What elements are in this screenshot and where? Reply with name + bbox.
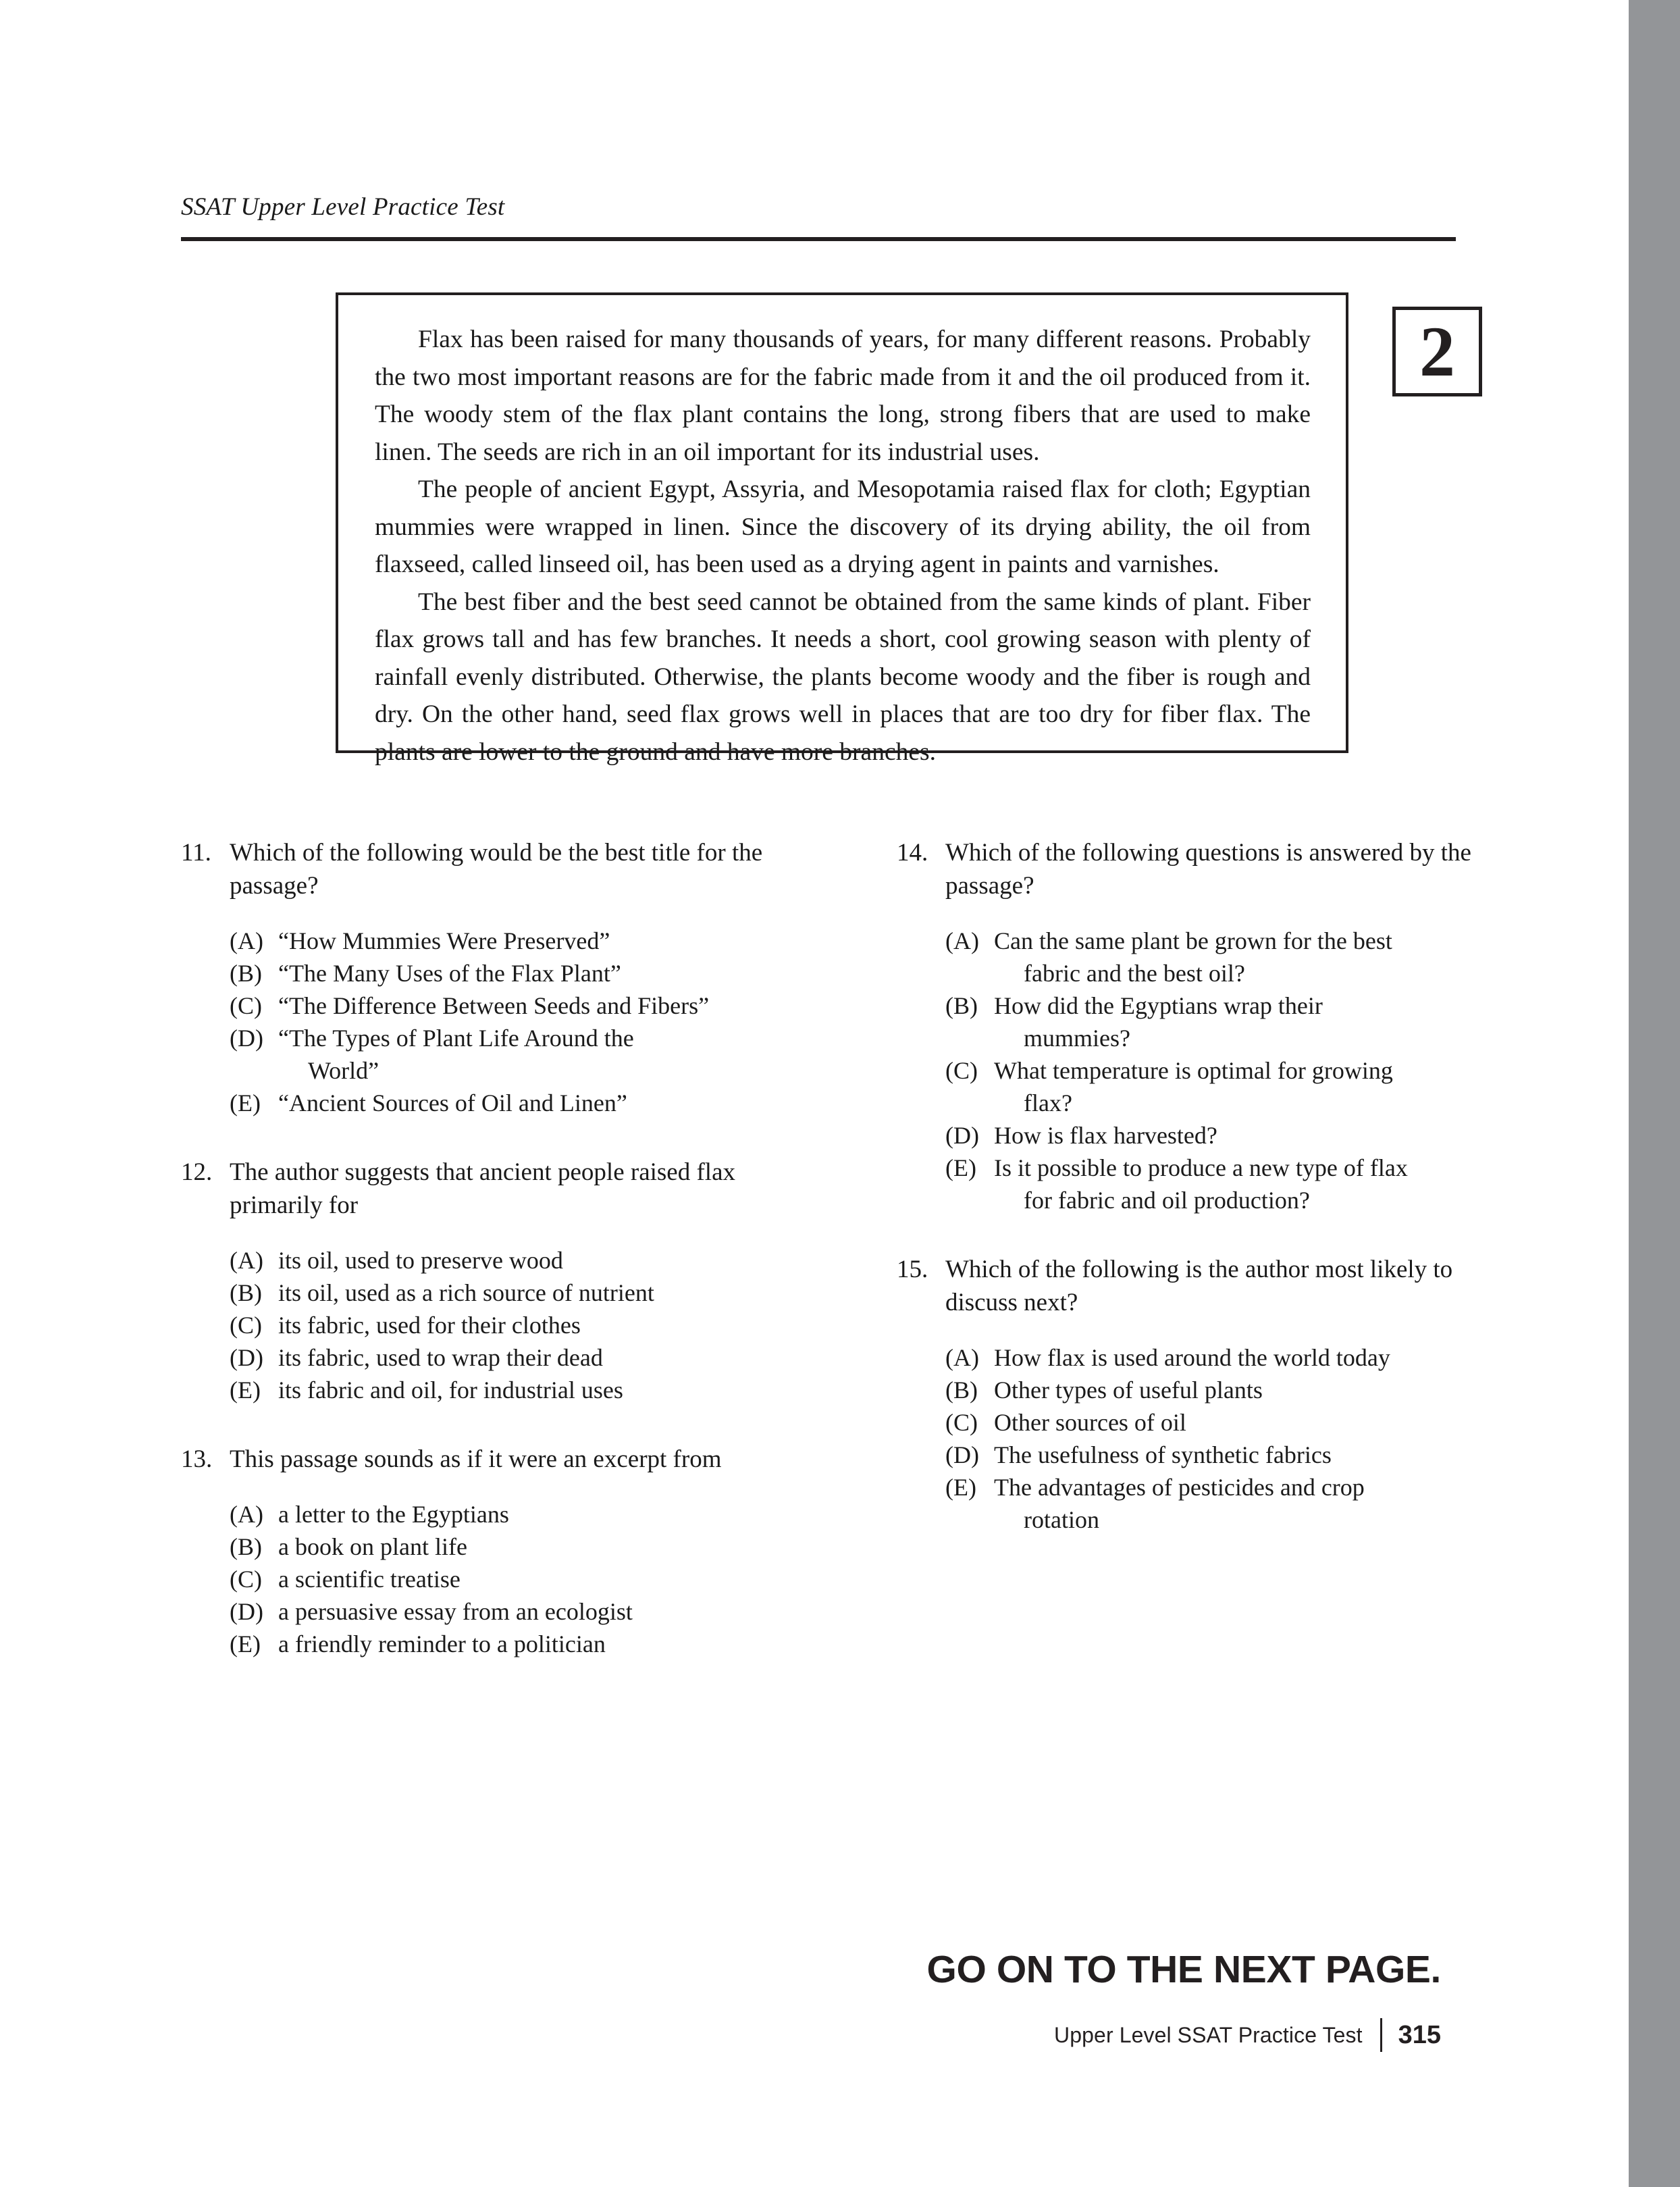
footer-label: Upper Level SSAT Practice Test <box>1054 2022 1363 2047</box>
option-text <box>994 1341 1491 1374</box>
option-text <box>278 1563 775 1595</box>
option-a[interactable] <box>230 1244 775 1277</box>
question-stem <box>181 1443 775 1476</box>
passage-box <box>336 292 1348 766</box>
option-c[interactable] <box>230 1309 775 1341</box>
option-line-2: flax? <box>1024 1089 1072 1116</box>
option-e[interactable] <box>230 1628 775 1660</box>
option-letter: (D) <box>230 1344 263 1371</box>
option-e[interactable] <box>230 1087 775 1119</box>
question-number: 11. <box>181 839 211 867</box>
page-footer <box>1054 2018 1441 2052</box>
option-line-1: “The Types of Plant Life Around the <box>278 1025 634 1052</box>
option-line-1: How did the Egyptians wrap their <box>994 992 1323 1019</box>
option-text <box>278 925 775 957</box>
running-head-rule <box>181 237 1456 241</box>
option-a[interactable] <box>230 925 775 957</box>
question-12 <box>181 1156 775 1406</box>
passage-text <box>338 295 1346 771</box>
option-c[interactable] <box>230 1563 775 1595</box>
option-list <box>181 1498 775 1660</box>
option-letter: (B) <box>230 1279 262 1306</box>
option-line-1: Other sources of oil <box>994 1409 1186 1436</box>
option-d[interactable] <box>230 1595 775 1628</box>
option-letter: (A) <box>945 1344 979 1371</box>
option-letter: (C) <box>230 1566 262 1593</box>
question-text: This passage sounds as if it were an excerpt from <box>230 1445 722 1473</box>
option-letter: (C) <box>945 1409 978 1436</box>
option-letter: (B) <box>945 992 978 1019</box>
option-line-1: The usefulness of synthetic fabrics <box>994 1441 1332 1468</box>
option-text <box>278 1277 775 1309</box>
option-list <box>181 925 775 1119</box>
option-line-2: for fabric and oil production? <box>1024 1187 1310 1214</box>
right-gutter-bar <box>1629 0 1680 2187</box>
option-b[interactable] <box>945 989 1491 1054</box>
option-a[interactable] <box>945 1341 1491 1374</box>
passage-paragraph: Flax has been raised for many thousands of years, for many different reasons. Probably the two most important reasons are for the fabric made from it and the oil produced from it. The woody stem of the flax plant contains the long, strong fibers that are used to make linen. The seeds are rich in an oil important for its industrial uses. <box>375 326 1311 466</box>
option-letter: (A) <box>230 1247 263 1274</box>
question-stem <box>897 1253 1491 1319</box>
question-13 <box>181 1443 775 1660</box>
option-b[interactable] <box>230 1277 775 1309</box>
option-text <box>278 1530 775 1563</box>
question-stem <box>181 836 775 902</box>
option-d[interactable] <box>945 1439 1491 1471</box>
option-line-1: a letter to the Egyptians <box>278 1501 509 1528</box>
question-columns <box>181 836 1471 1782</box>
option-letter: (E) <box>945 1154 976 1181</box>
option-letter: (D) <box>945 1441 979 1468</box>
option-line-1: The advantages of pesticides and crop <box>994 1474 1365 1501</box>
option-text <box>994 1439 1491 1471</box>
option-text <box>278 1341 775 1374</box>
option-e[interactable] <box>945 1471 1491 1536</box>
question-14 <box>897 836 1491 1216</box>
option-line-1: What temperature is optimal for growing <box>994 1057 1393 1084</box>
option-e[interactable] <box>230 1374 775 1406</box>
option-text <box>994 1374 1491 1406</box>
option-text <box>278 989 775 1022</box>
option-c[interactable] <box>945 1054 1491 1119</box>
question-text: Which of the following would be the best title for the passage? <box>230 839 763 900</box>
option-line-1: Other types of useful plants <box>994 1376 1263 1404</box>
option-text <box>994 1119 1491 1152</box>
option-a[interactable] <box>230 1498 775 1530</box>
question-column-right <box>897 836 1491 1572</box>
option-letter: (E) <box>230 1376 261 1404</box>
option-d[interactable] <box>230 1341 775 1374</box>
option-line-1: “Ancient Sources of Oil and Linen” <box>278 1089 627 1116</box>
option-line-1: its oil, used to preserve wood <box>278 1247 563 1274</box>
option-line-1: Is it possible to produce a new type of flax <box>994 1154 1408 1181</box>
question-stem <box>897 836 1491 902</box>
option-letter: (C) <box>230 992 262 1019</box>
question-number: 14. <box>897 839 928 867</box>
option-c[interactable] <box>230 989 775 1022</box>
option-text <box>278 1374 775 1406</box>
running-head <box>181 192 1450 241</box>
running-head-title: SSAT Upper Level Practice Test <box>181 193 505 221</box>
option-letter: (D) <box>230 1598 263 1625</box>
option-line-2: fabric and the best oil? <box>1024 960 1245 987</box>
option-letter: (C) <box>230 1312 262 1339</box>
option-letter: (E) <box>945 1474 976 1501</box>
question-11 <box>181 836 775 1119</box>
option-line-1: its oil, used as a rich source of nutrient <box>278 1279 654 1306</box>
option-line-1: its fabric and oil, for industrial uses <box>278 1376 623 1404</box>
option-a[interactable] <box>945 925 1491 989</box>
option-line-1: How flax is used around the world today <box>994 1344 1390 1371</box>
question-column-left <box>181 836 775 1697</box>
option-letter: (A) <box>945 927 979 954</box>
option-text <box>278 957 775 989</box>
option-list <box>897 925 1491 1216</box>
option-d[interactable] <box>230 1022 775 1087</box>
option-list <box>181 1244 775 1406</box>
option-text <box>278 1309 775 1341</box>
option-letter: (E) <box>230 1089 261 1116</box>
option-d[interactable] <box>945 1119 1491 1152</box>
option-line-1: a friendly reminder to a politician <box>278 1630 606 1657</box>
option-line-1: “The Many Uses of the Flax Plant” <box>278 960 621 987</box>
option-text <box>278 1087 775 1119</box>
option-text <box>994 989 1491 1054</box>
option-line-1: a book on plant life <box>278 1533 467 1560</box>
question-text: The author suggests that ancient people raised flax primarily for <box>230 1158 735 1219</box>
option-text <box>994 1054 1491 1119</box>
section-number: 2 <box>1419 312 1455 391</box>
question-15 <box>897 1253 1491 1536</box>
option-text <box>278 1498 775 1530</box>
passage-paragraph: The people of ancient Egypt, Assyria, and Mesopotamia raised flax for cloth; Egyptian mummies were wrapped in linen. Since the discovery of its drying ability, the oil from flaxseed, called linseed oil, has been used as a drying agent in paints and varnishes. <box>375 475 1311 578</box>
option-line-2: mummies? <box>1024 1025 1130 1052</box>
option-line-1: a scientific treatise <box>278 1566 461 1593</box>
question-number: 13. <box>181 1445 213 1473</box>
option-letter: (D) <box>945 1122 979 1149</box>
option-line-1: How is flax harvested? <box>994 1122 1217 1149</box>
option-letter: (B) <box>230 1533 262 1560</box>
question-text: Which of the following questions is answered by the passage? <box>945 839 1471 900</box>
option-line-1: a persuasive essay from an ecologist <box>278 1598 633 1625</box>
option-letter: (A) <box>230 927 263 954</box>
option-line-2: World” <box>308 1057 379 1084</box>
option-e[interactable] <box>945 1152 1491 1216</box>
option-line-1: Can the same plant be grown for the best <box>994 927 1392 954</box>
option-line-1: its fabric, used for their clothes <box>278 1312 581 1339</box>
option-text <box>994 1406 1491 1439</box>
footer-divider <box>1380 2018 1382 2052</box>
option-c[interactable] <box>945 1406 1491 1439</box>
option-line-1: its fabric, used to wrap their dead <box>278 1344 603 1371</box>
question-text: Which of the following is the author most likely to discuss next? <box>945 1256 1453 1316</box>
passage-paragraph: The best fiber and the best seed cannot be obtained from the same kinds of plant. Fiber flax grows tall and has few branches. It needs a short, cool growing season with plenty of rainfall evenly distributed. Otherwise, the plants become woody and the fiber is rough and dry. On the other hand, seed flax grows well in places that are too dry for fiber flax. The plants are lower to the ground and have more branches. <box>375 588 1311 766</box>
option-line-2: rotation <box>1024 1506 1099 1533</box>
section-number-badge <box>1392 307 1482 396</box>
option-text <box>994 1152 1491 1216</box>
option-letter: (D) <box>230 1025 263 1052</box>
option-letter: (B) <box>230 960 262 987</box>
option-text <box>278 1628 775 1660</box>
option-letter: (B) <box>945 1376 978 1404</box>
option-text <box>994 925 1491 989</box>
option-list <box>897 1341 1491 1536</box>
option-letter: (E) <box>230 1630 261 1657</box>
question-number: 15. <box>897 1256 928 1283</box>
option-b[interactable] <box>230 1530 775 1563</box>
option-text <box>278 1595 775 1628</box>
option-letter: (C) <box>945 1057 978 1084</box>
option-text <box>994 1471 1491 1536</box>
option-text <box>278 1022 775 1087</box>
question-stem <box>181 1156 775 1222</box>
go-on-notice: GO ON TO THE NEXT PAGE. <box>926 1948 1441 1991</box>
page-number: 315 <box>1398 2020 1441 2049</box>
option-b[interactable] <box>230 957 775 989</box>
option-line-1: “The Difference Between Seeds and Fibers” <box>278 992 710 1019</box>
option-b[interactable] <box>945 1374 1491 1406</box>
question-number: 12. <box>181 1158 213 1186</box>
option-text <box>278 1244 775 1277</box>
option-letter: (A) <box>230 1501 263 1528</box>
option-line-1: “How Mummies Were Preserved” <box>278 927 610 954</box>
